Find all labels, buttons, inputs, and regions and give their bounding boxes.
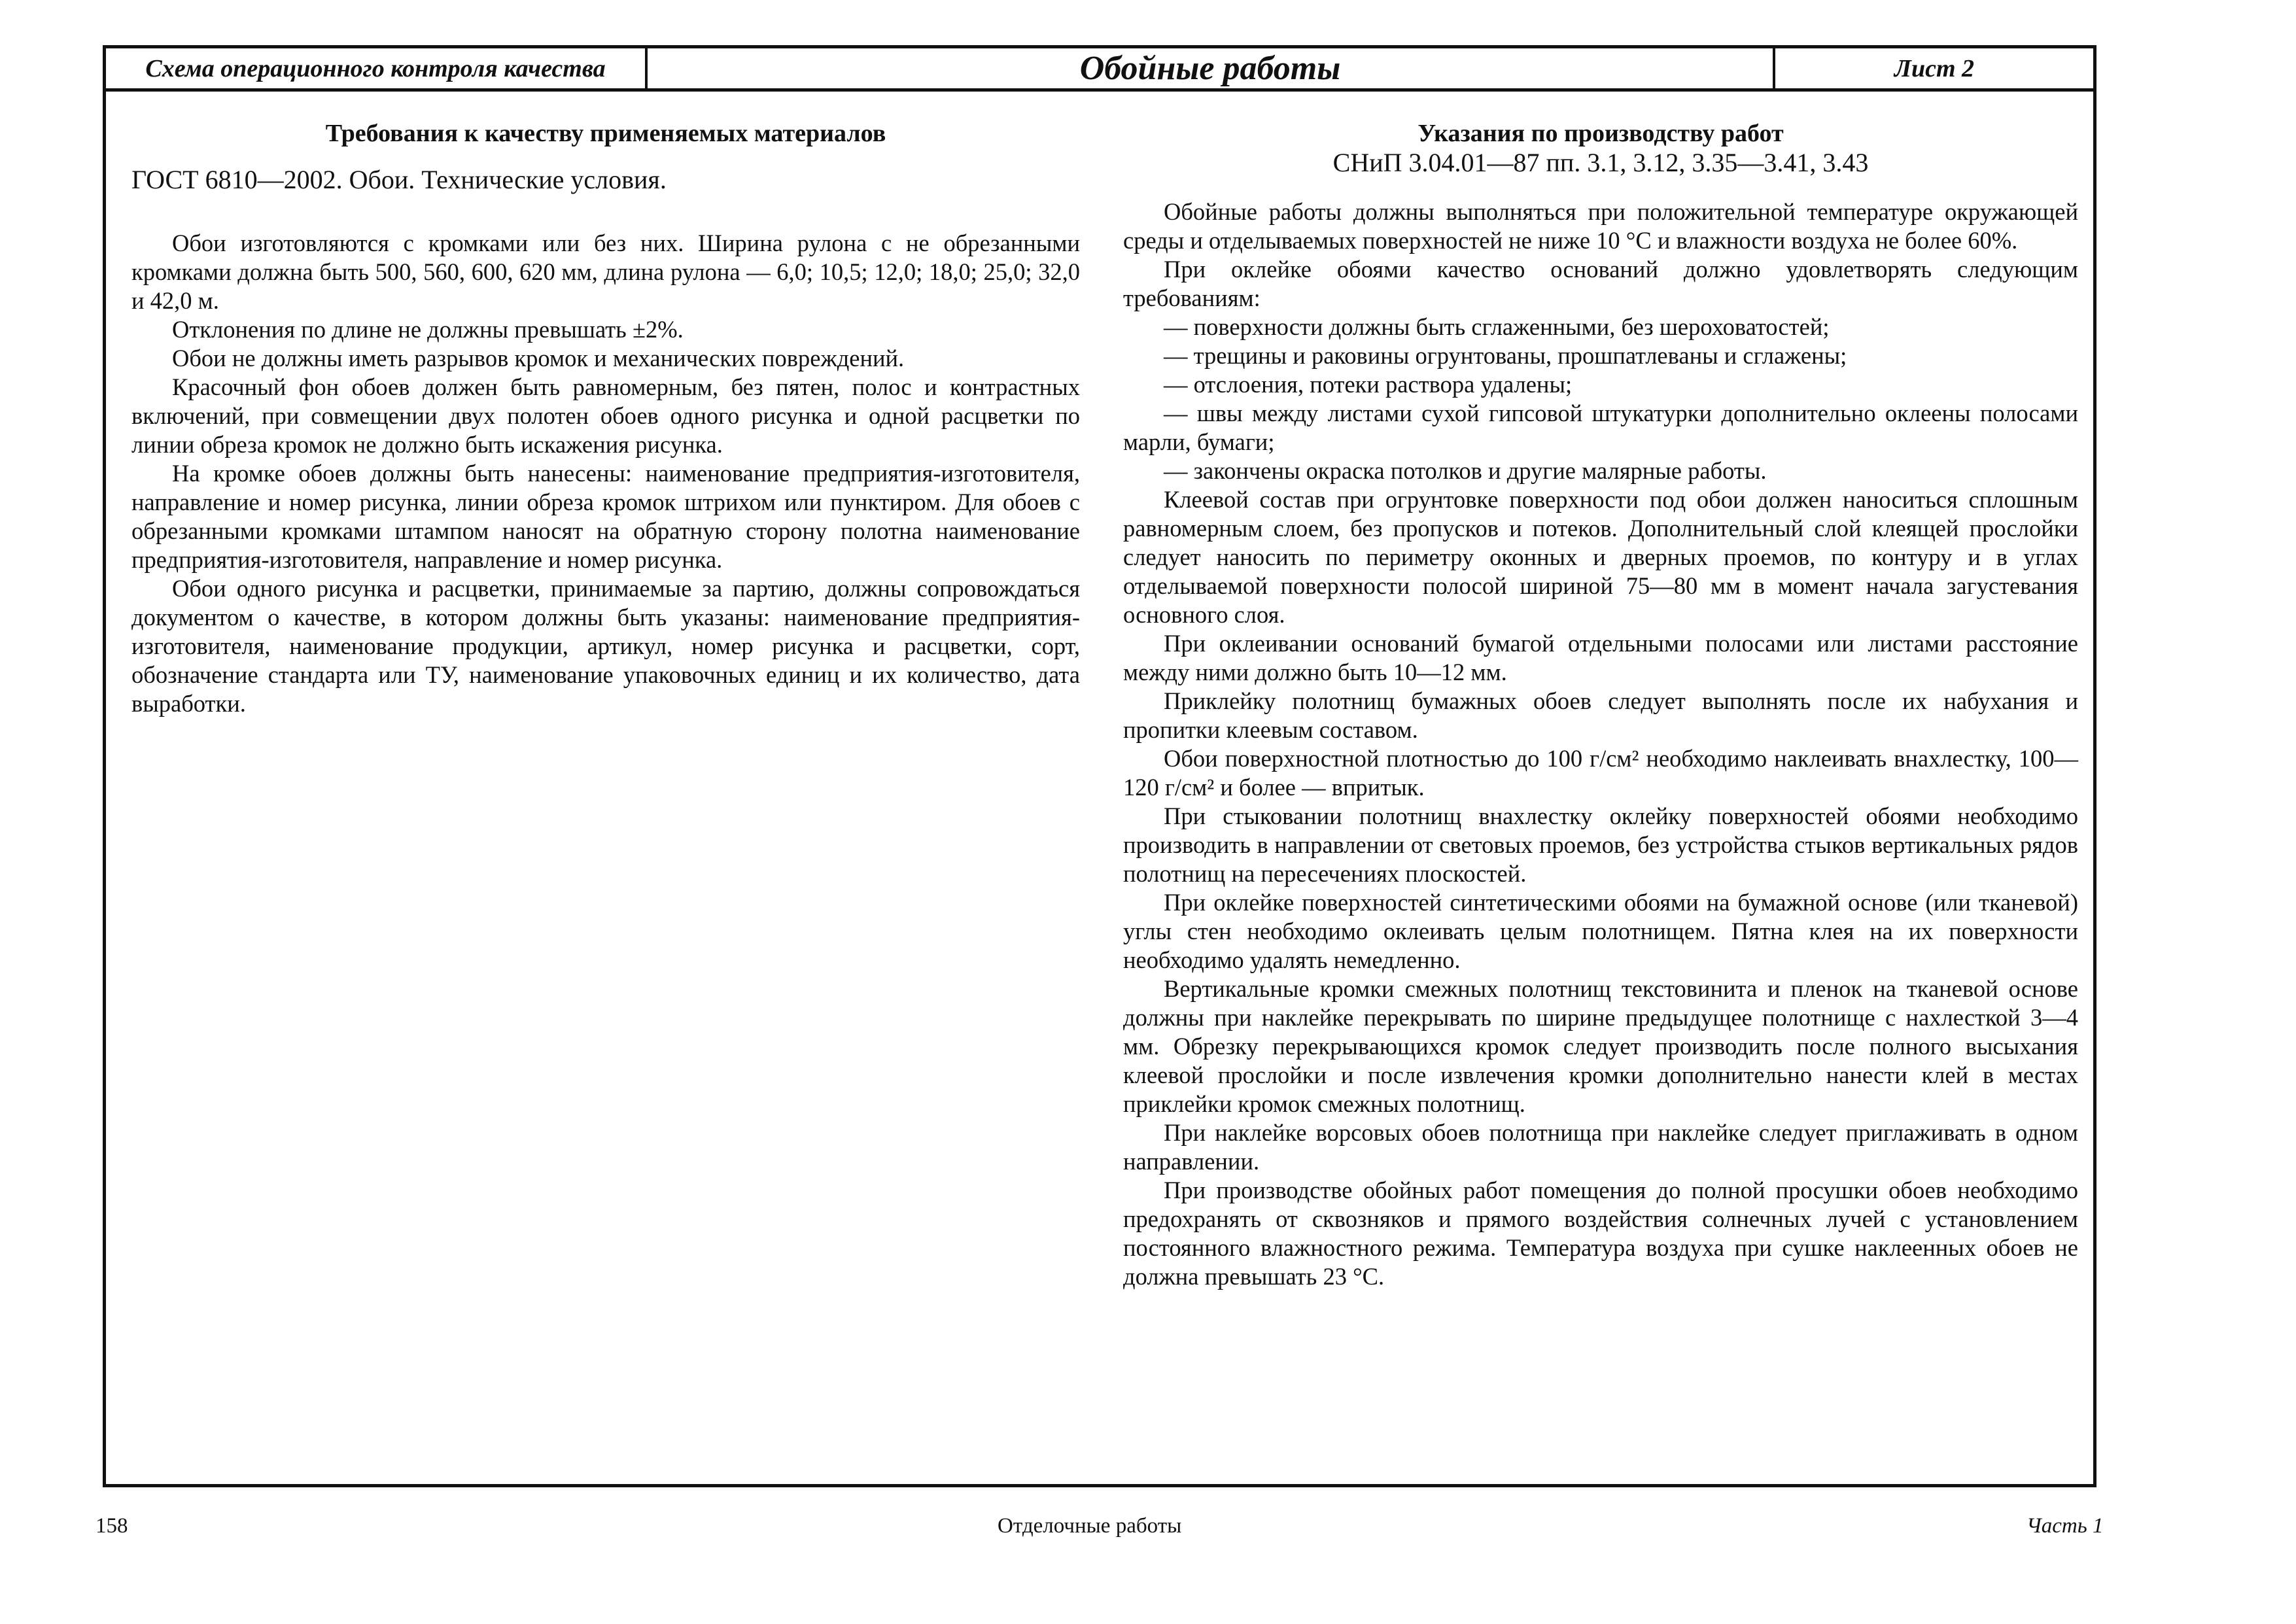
footer-part-label: Часть 1: [2026, 1514, 2104, 1538]
materials-paragraph: Обои изготовляются с кромками или без них. Ширина рулона с не обрезанными кромками должна быть 500, 560, 600, 620 мм, длина рулона — 6,0; 10,5; 12,0; 18,0; 25,0; 32,0 и 42,0 м.: [131, 230, 1080, 314]
instructions-paragraph: Клеевой состав при огрунтовке поверхности под обои должен наноситься сплошным равномерным слоем, без пропусков и потеков. Дополнительный слой клеящей прослойки следует наносить по периметру оконных и дверных проемов, по контуру и в углах отделываемой поверхности полосой шириной 75—80 мм в момент начала загустевания основного слоя.: [1123, 486, 2078, 628]
requirement-item: — отслоения, потеки раствора удалены;: [1164, 371, 1573, 398]
instructions-paragraph: Обои поверхностной плотностью до 100 г/см² необходимо наклеивать внахлестку, 100—120 г/см² и более — впритык.: [1123, 745, 2078, 801]
instructions-paragraph: При стыковании полотнищ внахлестку оклейку поверхностей обоями необходимо производить в направлении от световых проемов, без устройства стыков вертикальных рядов полотнищ на пересечениях плоскостей.: [1123, 803, 2078, 887]
instructions-paragraph: При производстве обойных работ помещения до полной просушки обоев необходимо предохранять от сквозняков и прямого воздействия солнечных лучей с установлением постоянного влажностного режима. Температура воздуха при сушке наклеенных обоев не должна превышать 23 °С.: [1123, 1177, 2078, 1290]
instructions-paragraph: При наклейке ворсовых обоев полотнища при наклейке следует приглаживать в одном направлении.: [1123, 1119, 2078, 1175]
header-sheet-label: Лист 2: [1894, 54, 1975, 82]
materials-title: Требования к качеству применяемых материалов: [325, 120, 886, 147]
materials-column: [131, 119, 1080, 718]
instructions-paragraph: При оклейке поверхностей синтетическими обоями на бумажной основе (или тканевой) углы стен необходимо оклеивать целым полотнищем. Пятна клея на их поверхности необходимо удалять немедленно.: [1123, 889, 2078, 973]
requirement-item: — поверхности должны быть сглаженными, без шероховатостей;: [1164, 313, 1830, 340]
page-frame: [103, 45, 2096, 1487]
instructions-paragraph: Приклейку полотнищ бумажных обоев следует выполнять после их набухания и пропитки клеевым составом.: [1123, 687, 2078, 743]
instructions-title: Указания по производству работ: [1418, 120, 1784, 147]
header-title: Обойные работы: [648, 48, 1775, 88]
footer-section-title: Отделочные работы: [998, 1514, 1182, 1538]
instructions-paragraph: Вертикальные кромки смежных полотнищ текстовинита и пленок на тканевой основе должны при наклейке перекрывать по ширине предыдущее полотнище с нахлесткой 3—4 мм. Обрезку перекрывающихся кромок следует производить после полного высыхания клеевой прослойки и после извлечения кромки дополнительно нанести клей в местах приклейки кромок смежных полотнищ.: [1123, 975, 2078, 1117]
materials-standard: ГОСТ 6810—2002. Обои. Технические условия.: [131, 165, 667, 194]
materials-paragraph: Обои не должны иметь разрывов кромок и механических повреждений.: [172, 345, 905, 371]
instructions-paragraph: При оклеивании оснований бумагой отдельными полосами или листами расстояние между ними должно быть 10—12 мм.: [1123, 630, 2078, 685]
instructions-snip-reference: СНиП 3.04.01—87 пп. 3.1, 3.12, 3.35—3.41, 3.43: [1332, 148, 1869, 177]
instructions-paragraph: При оклейке обоями качество оснований должно удовлетворять следующим требованиям:: [1123, 256, 2078, 311]
requirement-item: — закончены окраска потолков и другие малярные работы.: [1164, 457, 1767, 484]
requirement-item: — швы между листами сухой гипсовой штукатурки дополнительно оклеены полосами марли, бумаги;: [1123, 400, 2078, 455]
page-number: 158: [96, 1514, 128, 1538]
instructions-column: [1123, 119, 2078, 1291]
requirement-item: — трещины и раковины огрунтованы, прошпатлеваны и сглажены;: [1164, 342, 1847, 369]
materials-paragraph: Отклонения по длине не должны превышать ±2%.: [172, 316, 684, 343]
instructions-paragraph: Обойные работы должны выполняться при положительной температуре окружающей среды и отделываемых поверхностей не ниже 10 °С и влажности воздуха не более 60%.: [1123, 198, 2078, 254]
materials-paragraph: Красочный фон обоев должен быть равномерным, без пятен, полос и контрастных включений, при совмещении двух полотен обоев одного рисунка и одной расцветки по линии обреза кромок не должно быть искажения рисунка.: [131, 373, 1080, 458]
materials-paragraph: На кромке обоев должны быть нанесены: наименование предприятия-изготовителя, направление и номер рисунка, линии обреза кромок штрихом или пунктиром. Для обоев с обрезанными кромками штампом наносят на обратную сторону полотна наименование предприятия-изготовителя, направление и номер рисунка.: [131, 460, 1080, 573]
header-scheme-label: Схема операционного контроля качества: [106, 48, 648, 88]
materials-paragraph: Обои одного рисунка и расцветки, принимаемые за партию, должны сопровождаться документом о качестве, в котором должны быть указаны: наименование предприятия-изготовителя, наименование продукции, артикул, номер рисунка и расцветки, сорт, обозначение стандарта или ТУ, наименование упаковочных единиц и их количество, дата выработки.: [131, 575, 1080, 717]
header-row: [106, 48, 2093, 92]
